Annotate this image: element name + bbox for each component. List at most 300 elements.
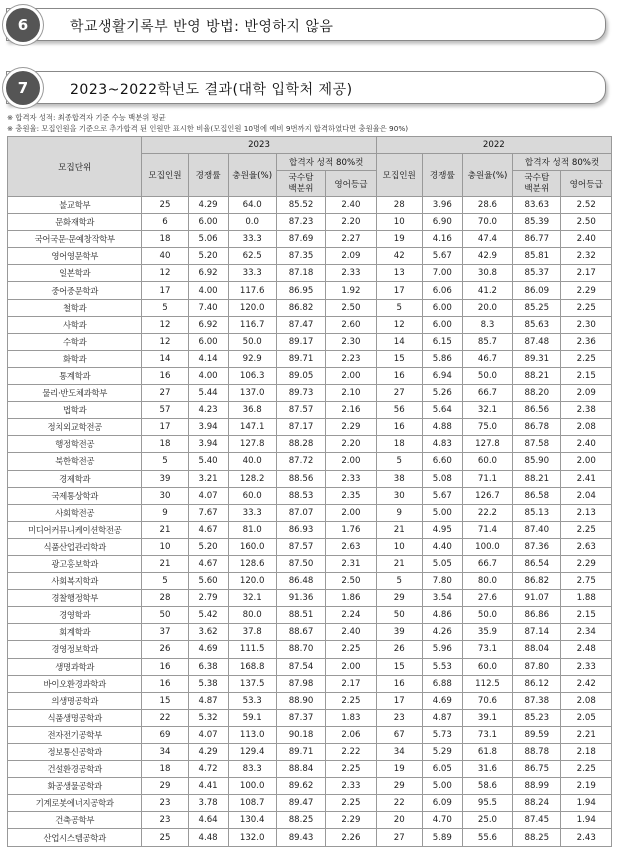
cell-fill-rate-2023: 120.0 xyxy=(228,299,276,316)
cell-english-2023: 2.33 xyxy=(326,265,376,282)
cell-english-2022: 1.94 xyxy=(561,795,612,812)
cell-korean-math-2023: 88.56 xyxy=(276,470,325,487)
cell-korean-math-2023: 87.18 xyxy=(276,265,325,282)
cell-fill-rate-2023: 137.0 xyxy=(228,385,276,402)
cell-fill-rate-2022: 55.6 xyxy=(462,829,512,846)
cell-english-2023: 2.29 xyxy=(326,419,376,436)
cell-english-2023: 2.40 xyxy=(326,624,376,641)
cell-competition-2022: 5.73 xyxy=(422,726,462,743)
cell-recruit-2022: 28 xyxy=(376,197,422,214)
cell-competition-2023: 5.38 xyxy=(188,675,228,692)
cell-competition-2022: 6.09 xyxy=(422,795,462,812)
cell-korean-math-2023: 87.98 xyxy=(276,675,325,692)
cell-korean-math-2023: 89.73 xyxy=(276,385,325,402)
cell-department: 건설환경공학과 xyxy=(8,761,142,778)
table-row xyxy=(8,607,612,624)
cell-recruit-2023: 27 xyxy=(142,385,188,402)
cell-korean-math-2022: 87.14 xyxy=(513,624,561,641)
cell-recruit-2023: 69 xyxy=(142,726,188,743)
cell-department: 경영정보학과 xyxy=(8,641,142,658)
cell-fill-rate-2023: 33.3 xyxy=(228,265,276,282)
cell-department: 행정학전공 xyxy=(8,436,142,453)
cell-fill-rate-2022: 27.6 xyxy=(462,590,512,607)
cell-competition-2023: 4.67 xyxy=(188,521,228,538)
cell-recruit-2023: 18 xyxy=(142,231,188,248)
cell-department: 정치외교학전공 xyxy=(8,419,142,436)
cell-recruit-2022: 34 xyxy=(376,744,422,761)
cell-recruit-2022: 30 xyxy=(376,487,422,504)
cell-recruit-2022: 38 xyxy=(376,470,422,487)
cell-department: 건축공학부 xyxy=(8,812,142,829)
cell-korean-math-2022: 86.75 xyxy=(513,761,561,778)
cell-english-2022: 2.43 xyxy=(561,829,612,846)
cell-english-2023: 2.35 xyxy=(326,487,376,504)
cell-recruit-2022: 50 xyxy=(376,607,422,624)
cell-english-2022: 2.04 xyxy=(561,487,612,504)
cell-department: 문화재학과 xyxy=(8,214,142,231)
cell-department: 북한학전공 xyxy=(8,453,142,470)
cell-competition-2023: 5.20 xyxy=(188,538,228,555)
cell-competition-2023: 4.29 xyxy=(188,197,228,214)
cell-fill-rate-2023: 137.5 xyxy=(228,675,276,692)
cell-english-2022: 2.34 xyxy=(561,624,612,641)
table-row xyxy=(8,385,612,402)
cell-korean-math-2022: 85.37 xyxy=(513,265,561,282)
cell-fill-rate-2022: 58.6 xyxy=(462,778,512,795)
cell-department: 식품생명공학과 xyxy=(8,709,142,726)
cell-fill-rate-2023: 80.0 xyxy=(228,607,276,624)
cell-english-2022: 2.15 xyxy=(561,607,612,624)
cell-competition-2022: 3.54 xyxy=(422,590,462,607)
cell-korean-math-2023: 87.47 xyxy=(276,316,325,333)
cell-competition-2022: 5.64 xyxy=(422,402,462,419)
cell-competition-2023: 5.06 xyxy=(188,231,228,248)
cell-fill-rate-2023: 116.7 xyxy=(228,316,276,333)
cell-fill-rate-2023: 37.8 xyxy=(228,624,276,641)
cell-competition-2022: 4.88 xyxy=(422,419,462,436)
note-fill-rate: ※ 충원율: 모집인원을 기준으로 추가합격 된 인원만 표시한 비율(모집인원 10명에 예비 9번까지 합격하였다면 충원율은 90%) xyxy=(7,124,409,133)
cell-english-2023: 2.60 xyxy=(326,316,376,333)
cell-department: 정보통신공학과 xyxy=(8,744,142,761)
cell-recruit-2022: 20 xyxy=(376,812,422,829)
cell-department: 전자전기공학부 xyxy=(8,726,142,743)
cell-english-2022: 2.33 xyxy=(561,658,612,675)
cell-korean-math-2023: 86.48 xyxy=(276,573,325,590)
cell-english-2022: 2.40 xyxy=(561,231,612,248)
cell-fill-rate-2022: 80.0 xyxy=(462,573,512,590)
cell-english-2022: 2.08 xyxy=(561,419,612,436)
cell-recruit-2023: 21 xyxy=(142,521,188,538)
header-korean-math-2022: 국수탐 백분위 xyxy=(513,171,561,197)
cell-recruit-2022: 9 xyxy=(376,504,422,521)
cell-competition-2022: 3.96 xyxy=(422,197,462,214)
table-row xyxy=(8,299,612,316)
cell-korean-math-2022: 85.23 xyxy=(513,709,561,726)
cell-fill-rate-2022: 127.8 xyxy=(462,436,512,453)
cell-korean-math-2023: 88.70 xyxy=(276,641,325,658)
cell-korean-math-2022: 89.31 xyxy=(513,350,561,367)
cell-english-2022: 2.42 xyxy=(561,675,612,692)
cell-competition-2023: 5.42 xyxy=(188,607,228,624)
cell-department: 의생명공학과 xyxy=(8,692,142,709)
table-row xyxy=(8,333,612,350)
cell-competition-2023: 5.44 xyxy=(188,385,228,402)
cell-korean-math-2023: 89.71 xyxy=(276,350,325,367)
cell-fill-rate-2023: 64.0 xyxy=(228,197,276,214)
admission-results-table xyxy=(7,136,612,847)
cell-fill-rate-2022: 71.4 xyxy=(462,521,512,538)
note-score: ※ 합격자 성적: 최종합격자 기준 수능 백분위 평균 xyxy=(7,113,166,122)
cell-recruit-2023: 23 xyxy=(142,795,188,812)
table-row xyxy=(8,778,612,795)
cell-korean-math-2023: 89.47 xyxy=(276,795,325,812)
cell-department: 국어국문·문예창작학부 xyxy=(8,231,142,248)
cell-english-2022: 2.41 xyxy=(561,470,612,487)
cell-competition-2022: 5.29 xyxy=(422,744,462,761)
cell-korean-math-2022: 91.07 xyxy=(513,590,561,607)
cell-department: 불교학부 xyxy=(8,197,142,214)
cell-recruit-2023: 5 xyxy=(142,573,188,590)
cell-english-2022: 2.52 xyxy=(561,197,612,214)
cell-english-2022: 2.18 xyxy=(561,744,612,761)
table-row xyxy=(8,350,612,367)
cell-recruit-2022: 10 xyxy=(376,538,422,555)
cell-fill-rate-2022: 32.1 xyxy=(462,402,512,419)
cell-korean-math-2022: 87.58 xyxy=(513,436,561,453)
cell-competition-2023: 4.64 xyxy=(188,812,228,829)
cell-fill-rate-2022: 73.1 xyxy=(462,641,512,658)
cell-department: 생명과학과 xyxy=(8,658,142,675)
section-7-number: 7 xyxy=(6,71,40,105)
cell-recruit-2023: 25 xyxy=(142,829,188,846)
table-row xyxy=(8,453,612,470)
table-row xyxy=(8,538,612,555)
cell-competition-2022: 5.89 xyxy=(422,829,462,846)
cell-korean-math-2023: 90.18 xyxy=(276,726,325,743)
section-6-number: 6 xyxy=(6,8,40,42)
cell-department: 식품산업관리학과 xyxy=(8,538,142,555)
cell-english-2023: 2.10 xyxy=(326,385,376,402)
cell-department: 중어중문학과 xyxy=(8,282,142,299)
cell-korean-math-2022: 83.63 xyxy=(513,197,561,214)
cell-korean-math-2022: 88.20 xyxy=(513,385,561,402)
cell-recruit-2022: 15 xyxy=(376,350,422,367)
cell-department: 산업시스템공학과 xyxy=(8,829,142,846)
cell-fill-rate-2023: 100.0 xyxy=(228,778,276,795)
cell-korean-math-2023: 88.51 xyxy=(276,607,325,624)
cell-english-2023: 2.50 xyxy=(326,299,376,316)
header-competition-2023: 경쟁률 xyxy=(188,154,228,197)
cell-department: 철학과 xyxy=(8,299,142,316)
table-row xyxy=(8,504,612,521)
cell-fill-rate-2022: 66.7 xyxy=(462,555,512,572)
cell-english-2023: 2.09 xyxy=(326,248,376,265)
table-body xyxy=(8,197,612,847)
cell-fill-rate-2022: 30.8 xyxy=(462,265,512,282)
cell-english-2022: 2.32 xyxy=(561,248,612,265)
cell-fill-rate-2023: 50.0 xyxy=(228,333,276,350)
cell-competition-2023: 4.00 xyxy=(188,282,228,299)
cell-korean-math-2022: 85.81 xyxy=(513,248,561,265)
section-6-title: 학교생활기록부 반영 방법: 반영하지 않음 xyxy=(70,19,334,35)
cell-english-2022: 2.38 xyxy=(561,402,612,419)
cell-english-2023: 2.25 xyxy=(326,641,376,658)
cell-fill-rate-2022: 22.2 xyxy=(462,504,512,521)
cell-competition-2023: 4.07 xyxy=(188,487,228,504)
cell-korean-math-2022: 86.56 xyxy=(513,402,561,419)
cell-english-2023: 2.27 xyxy=(326,231,376,248)
cell-recruit-2023: 5 xyxy=(142,453,188,470)
cell-english-2023: 2.23 xyxy=(326,350,376,367)
cell-competition-2022: 5.00 xyxy=(422,504,462,521)
table-row xyxy=(8,521,612,538)
cell-fill-rate-2023: 81.0 xyxy=(228,521,276,538)
cell-fill-rate-2022: 25.0 xyxy=(462,812,512,829)
cell-english-2022: 2.05 xyxy=(561,709,612,726)
cell-recruit-2023: 30 xyxy=(142,487,188,504)
cell-recruit-2023: 22 xyxy=(142,709,188,726)
cell-competition-2023: 6.00 xyxy=(188,214,228,231)
cell-recruit-2023: 26 xyxy=(142,641,188,658)
cell-competition-2022: 6.00 xyxy=(422,316,462,333)
cell-competition-2022: 4.86 xyxy=(422,607,462,624)
cell-competition-2022: 6.05 xyxy=(422,761,462,778)
header-year-2023: 2023 xyxy=(142,137,376,154)
table-row xyxy=(8,402,612,419)
cell-recruit-2023: 5 xyxy=(142,299,188,316)
table-row xyxy=(8,367,612,384)
cell-fill-rate-2023: 83.3 xyxy=(228,761,276,778)
cell-korean-math-2023: 86.82 xyxy=(276,299,325,316)
cell-fill-rate-2022: 75.0 xyxy=(462,419,512,436)
cell-recruit-2023: 12 xyxy=(142,333,188,350)
cell-recruit-2022: 39 xyxy=(376,624,422,641)
cell-recruit-2023: 17 xyxy=(142,419,188,436)
cell-fill-rate-2023: 92.9 xyxy=(228,350,276,367)
cell-recruit-2022: 23 xyxy=(376,709,422,726)
table-row xyxy=(8,419,612,436)
cell-fill-rate-2022: 31.6 xyxy=(462,761,512,778)
cell-competition-2023: 5.40 xyxy=(188,453,228,470)
cell-competition-2023: 6.92 xyxy=(188,316,228,333)
cell-competition-2022: 6.94 xyxy=(422,367,462,384)
cell-fill-rate-2023: 113.0 xyxy=(228,726,276,743)
table-row xyxy=(8,197,612,214)
table-row xyxy=(8,641,612,658)
table-row xyxy=(8,624,612,641)
cell-korean-math-2022: 88.21 xyxy=(513,367,561,384)
cell-recruit-2022: 15 xyxy=(376,658,422,675)
table-row xyxy=(8,744,612,761)
header-fill-rate-2022: 충원율(%) xyxy=(462,154,512,197)
cell-english-2023: 2.17 xyxy=(326,675,376,692)
cell-competition-2022: 7.80 xyxy=(422,573,462,590)
cell-fill-rate-2023: 147.1 xyxy=(228,419,276,436)
cell-competition-2022: 6.90 xyxy=(422,214,462,231)
cell-competition-2023: 3.94 xyxy=(188,419,228,436)
cell-competition-2023: 6.00 xyxy=(188,333,228,350)
cell-fill-rate-2023: 32.1 xyxy=(228,590,276,607)
cell-department: 미디어커뮤니케이션학전공 xyxy=(8,521,142,538)
cell-korean-math-2023: 87.57 xyxy=(276,538,325,555)
cell-fill-rate-2022: 20.0 xyxy=(462,299,512,316)
cell-competition-2022: 6.88 xyxy=(422,675,462,692)
cell-korean-math-2023: 89.43 xyxy=(276,829,325,846)
cell-competition-2023: 4.00 xyxy=(188,367,228,384)
cell-recruit-2022: 10 xyxy=(376,214,422,231)
cell-recruit-2023: 28 xyxy=(142,590,188,607)
cell-korean-math-2022: 88.24 xyxy=(513,795,561,812)
header-english-2023: 영어등급 xyxy=(326,171,376,197)
cell-english-2023: 2.20 xyxy=(326,214,376,231)
cell-recruit-2022: 21 xyxy=(376,555,422,572)
cell-english-2023: 1.92 xyxy=(326,282,376,299)
cell-recruit-2022: 18 xyxy=(376,436,422,453)
cell-english-2022: 2.08 xyxy=(561,692,612,709)
cell-fill-rate-2023: 33.3 xyxy=(228,231,276,248)
table-row xyxy=(8,658,612,675)
cell-recruit-2022: 67 xyxy=(376,726,422,743)
cell-recruit-2022: 29 xyxy=(376,778,422,795)
cell-english-2022: 2.29 xyxy=(561,555,612,572)
cell-korean-math-2022: 86.09 xyxy=(513,282,561,299)
table-row xyxy=(8,590,612,607)
cell-english-2023: 2.25 xyxy=(326,795,376,812)
cell-korean-math-2023: 91.36 xyxy=(276,590,325,607)
cell-fill-rate-2023: 108.7 xyxy=(228,795,276,812)
cell-fill-rate-2022: 39.1 xyxy=(462,709,512,726)
cell-fill-rate-2023: 53.3 xyxy=(228,692,276,709)
cell-competition-2022: 5.86 xyxy=(422,350,462,367)
cell-fill-rate-2023: 0.0 xyxy=(228,214,276,231)
cell-department: 경영학과 xyxy=(8,607,142,624)
cell-recruit-2023: 12 xyxy=(142,265,188,282)
table-row xyxy=(8,282,612,299)
cell-english-2023: 2.00 xyxy=(326,453,376,470)
cell-department: 통계학과 xyxy=(8,367,142,384)
cell-competition-2023: 5.20 xyxy=(188,248,228,265)
cell-competition-2022: 5.05 xyxy=(422,555,462,572)
cell-english-2023: 2.33 xyxy=(326,470,376,487)
cell-fill-rate-2023: 40.0 xyxy=(228,453,276,470)
cell-department: 화학과 xyxy=(8,350,142,367)
cell-korean-math-2022: 86.12 xyxy=(513,675,561,692)
cell-fill-rate-2022: 42.9 xyxy=(462,248,512,265)
header-competition-2022: 경쟁률 xyxy=(422,154,462,197)
cell-department: 경제학과 xyxy=(8,470,142,487)
cell-recruit-2023: 21 xyxy=(142,555,188,572)
cell-english-2022: 2.75 xyxy=(561,573,612,590)
cell-recruit-2023: 25 xyxy=(142,197,188,214)
cell-english-2023: 2.31 xyxy=(326,555,376,572)
cell-competition-2023: 5.32 xyxy=(188,709,228,726)
table-row xyxy=(8,726,612,743)
cell-korean-math-2022: 88.21 xyxy=(513,470,561,487)
cell-fill-rate-2023: 62.5 xyxy=(228,248,276,265)
cell-fill-rate-2022: 71.1 xyxy=(462,470,512,487)
cell-recruit-2023: 10 xyxy=(142,538,188,555)
cell-fill-rate-2022: 47.4 xyxy=(462,231,512,248)
cell-department: 광고홍보학과 xyxy=(8,555,142,572)
table-row xyxy=(8,214,612,231)
cell-korean-math-2022: 86.82 xyxy=(513,573,561,590)
cell-english-2022: 2.36 xyxy=(561,333,612,350)
cell-english-2022: 2.21 xyxy=(561,726,612,743)
table-row xyxy=(8,795,612,812)
cell-korean-math-2022: 88.99 xyxy=(513,778,561,795)
cell-korean-math-2023: 88.67 xyxy=(276,624,325,641)
cell-fill-rate-2023: 60.0 xyxy=(228,487,276,504)
cell-recruit-2022: 22 xyxy=(376,795,422,812)
cell-korean-math-2023: 87.17 xyxy=(276,419,325,436)
cell-department: 기계로봇에너지공학과 xyxy=(8,795,142,812)
cell-korean-math-2022: 86.54 xyxy=(513,555,561,572)
cell-korean-math-2022: 86.77 xyxy=(513,231,561,248)
cell-korean-math-2023: 87.37 xyxy=(276,709,325,726)
cell-english-2023: 2.63 xyxy=(326,538,376,555)
cell-recruit-2022: 5 xyxy=(376,573,422,590)
cell-department: 일본학과 xyxy=(8,265,142,282)
cell-english-2023: 2.29 xyxy=(326,812,376,829)
cell-fill-rate-2022: 8.3 xyxy=(462,316,512,333)
cell-competition-2022: 5.08 xyxy=(422,470,462,487)
cell-english-2022: 2.29 xyxy=(561,282,612,299)
cell-competition-2023: 5.60 xyxy=(188,573,228,590)
cell-english-2022: 2.63 xyxy=(561,538,612,555)
table-row xyxy=(8,675,612,692)
cell-competition-2022: 4.70 xyxy=(422,812,462,829)
cell-fill-rate-2022: 100.0 xyxy=(462,538,512,555)
cell-fill-rate-2023: 36.8 xyxy=(228,402,276,419)
table-row xyxy=(8,487,612,504)
cell-recruit-2023: 34 xyxy=(142,744,188,761)
cell-korean-math-2023: 89.05 xyxy=(276,367,325,384)
cell-competition-2022: 4.87 xyxy=(422,709,462,726)
cell-korean-math-2022: 85.39 xyxy=(513,214,561,231)
table-row xyxy=(8,470,612,487)
cell-english-2023: 2.40 xyxy=(326,197,376,214)
cell-fill-rate-2022: 70.6 xyxy=(462,692,512,709)
cell-korean-math-2022: 89.59 xyxy=(513,726,561,743)
cell-korean-math-2023: 87.50 xyxy=(276,555,325,572)
cell-fill-rate-2023: 168.8 xyxy=(228,658,276,675)
cell-competition-2023: 4.72 xyxy=(188,761,228,778)
cell-fill-rate-2023: 120.0 xyxy=(228,573,276,590)
cell-fill-rate-2022: 66.7 xyxy=(462,385,512,402)
cell-department: 영어영문학부 xyxy=(8,248,142,265)
header-cut-2023: 합격자 성적 80%컷 xyxy=(276,154,376,171)
cell-english-2022: 2.25 xyxy=(561,350,612,367)
cell-korean-math-2022: 87.40 xyxy=(513,521,561,538)
cell-fill-rate-2022: 126.7 xyxy=(462,487,512,504)
cell-korean-math-2023: 89.17 xyxy=(276,333,325,350)
cell-recruit-2022: 5 xyxy=(376,453,422,470)
cell-korean-math-2022: 87.45 xyxy=(513,812,561,829)
cell-korean-math-2023: 89.62 xyxy=(276,778,325,795)
cell-english-2022: 2.17 xyxy=(561,265,612,282)
cell-korean-math-2022: 88.25 xyxy=(513,829,561,846)
cell-recruit-2023: 40 xyxy=(142,248,188,265)
cell-competition-2022: 5.53 xyxy=(422,658,462,675)
cell-competition-2023: 4.67 xyxy=(188,555,228,572)
cell-competition-2023: 3.94 xyxy=(188,436,228,453)
cell-department: 수학과 xyxy=(8,333,142,350)
cell-fill-rate-2022: 46.7 xyxy=(462,350,512,367)
table-row xyxy=(8,248,612,265)
cell-competition-2023: 3.78 xyxy=(188,795,228,812)
cell-recruit-2022: 14 xyxy=(376,333,422,350)
header-year-2022: 2022 xyxy=(376,137,611,154)
